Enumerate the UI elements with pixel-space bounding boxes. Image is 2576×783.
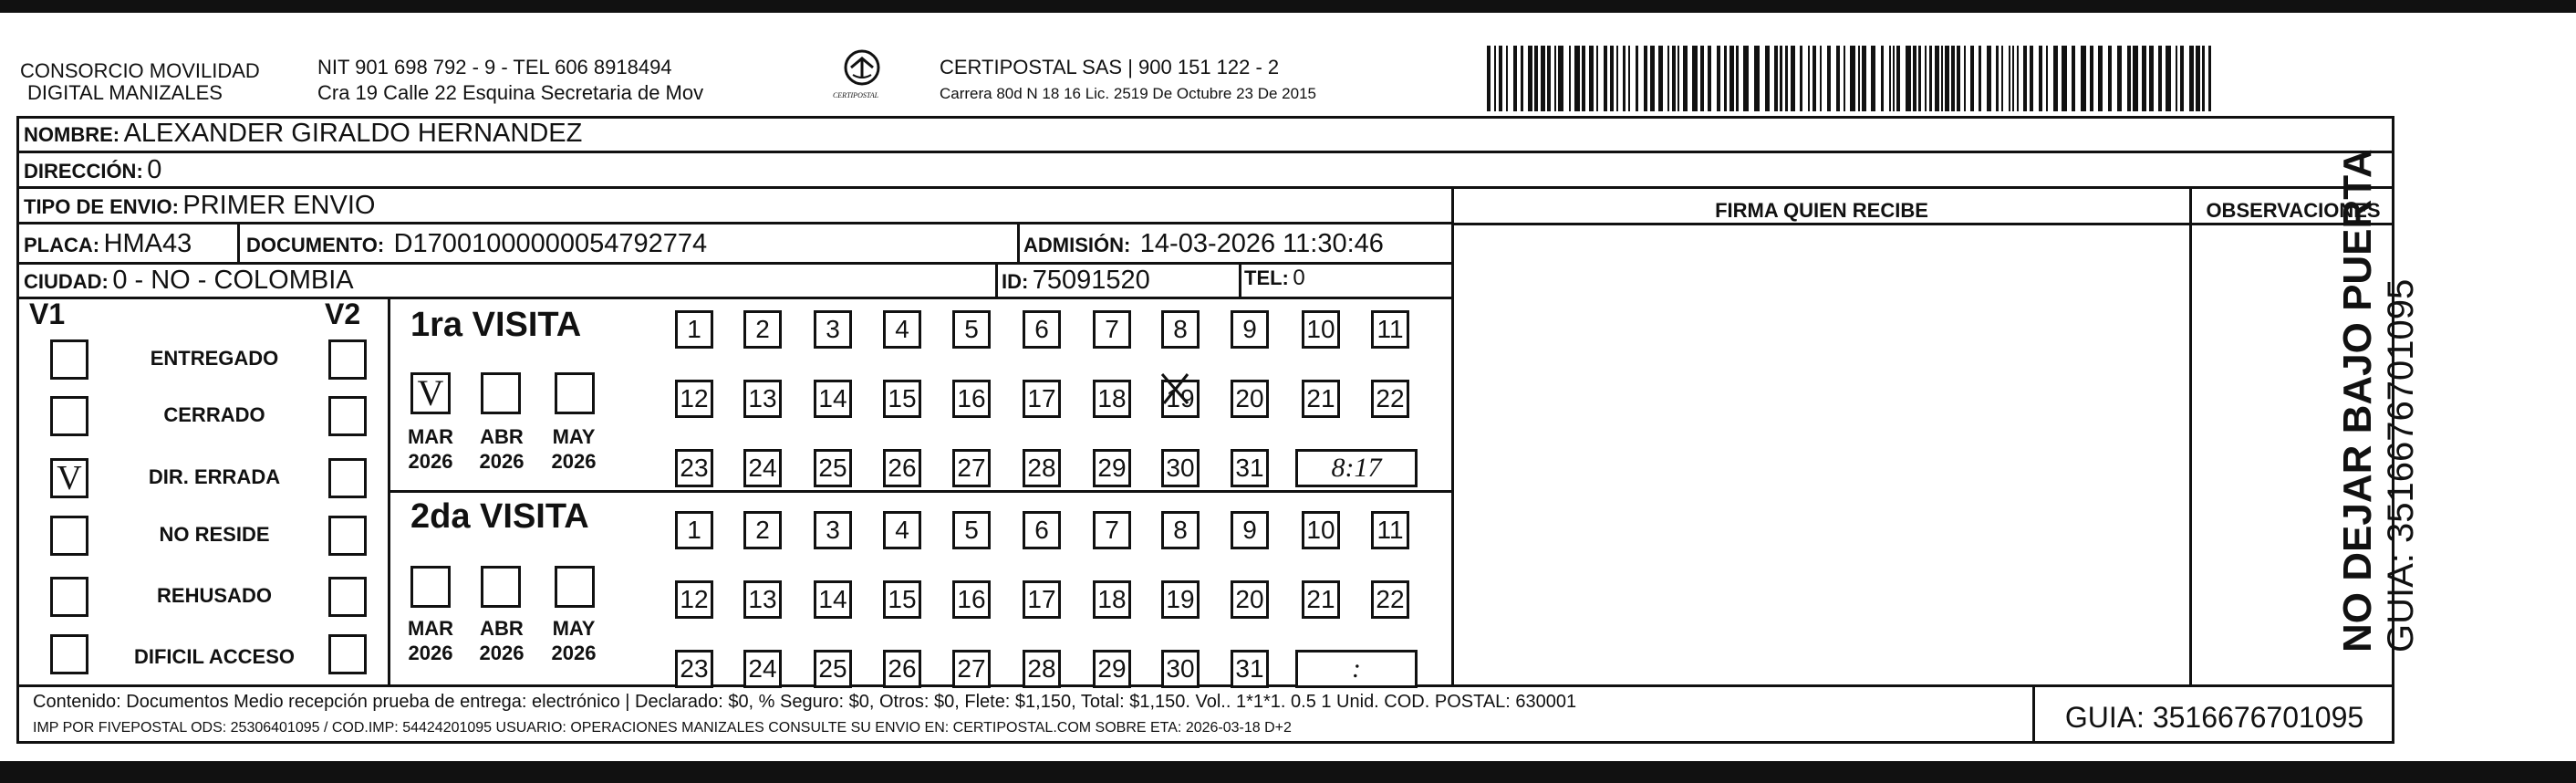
v2-checkbox[interactable]	[328, 634, 367, 674]
direccion-value: 0	[147, 155, 162, 184]
v2-checkbox[interactable]	[328, 396, 367, 436]
footer-imp: IMP POR FIVEPOSTAL ODS: 25306401095 / COD.IMP: 54424201095 USUARIO: OPERACIONES MANIZALES CONSULTE SU ENVIO EN: CERTIPOSTAL.COM SOBRE ETA: 2026-03-18 D+2	[33, 720, 1292, 736]
visit-2-month-may-label: MAY 2026	[551, 617, 597, 664]
company-name-line1: CONSORCIO MOVILIDAD	[20, 59, 260, 82]
visit-1-month-may-label: MAY 2026	[551, 425, 597, 473]
day-box[interactable]: 27	[952, 449, 991, 487]
ciudad-label: CIUDAD:	[24, 270, 109, 293]
day-box[interactable]: 8	[1161, 310, 1200, 349]
tipo-envio-value: PRIMER ENVIO	[182, 191, 376, 220]
day-box[interactable]: 1	[675, 511, 713, 549]
day-box[interactable]: 5	[952, 310, 991, 349]
footer-contenido: Contenido: Documentos Medio recepción prueba de entrega: electrónico | Declarado: $0, % Seguro: $0, Otros: $0, Flete: $1,150, Total: $1,150. Vol.. 1*1*1. 0.5 1 Unid. COD. POSTAL: 630001	[33, 692, 1577, 712]
tipo-envio-field	[24, 191, 375, 221]
company-name-line2: DIGITAL MANIZALES	[27, 81, 223, 104]
status-label-dificil-acceso: DIFICIL ACCESO	[133, 645, 295, 668]
row-divider	[16, 684, 2394, 687]
day-box[interactable]: 15	[883, 380, 921, 418]
ciudad-field	[24, 266, 354, 296]
v1-checkbox[interactable]	[50, 396, 88, 436]
visit-1-month-abr-checkbox[interactable]	[481, 372, 521, 414]
day-box[interactable]: 18	[1093, 580, 1131, 619]
day-box[interactable]: 14	[814, 380, 852, 418]
visit-2-time-field[interactable]: :	[1295, 650, 1418, 688]
row-divider	[16, 262, 1451, 265]
row-divider	[16, 151, 2394, 153]
id-value: 75091520	[1032, 266, 1150, 295]
day-box[interactable]: 22	[1371, 580, 1409, 619]
day-box[interactable]: 16	[952, 380, 991, 418]
status-label-cerrado: CERRADO	[163, 403, 265, 426]
top-border	[0, 0, 2576, 13]
column-divider	[1239, 264, 1241, 298]
tel-field	[1244, 266, 1305, 291]
visit-2-month-abr-checkbox[interactable]	[481, 566, 521, 608]
visit-1-title: 1ra VISITA	[410, 306, 582, 344]
company-address: Cra 19 Calle 22 Esquina Secretaria de Mov	[317, 81, 704, 104]
admision-label: ADMISIÓN:	[1023, 234, 1131, 256]
id-label: ID:	[1002, 270, 1029, 293]
status-label-dir-errada: DIR. ERRADA	[148, 465, 281, 488]
day-box[interactable]: 2	[743, 310, 782, 349]
day-box[interactable]: 24	[743, 449, 782, 487]
day-box[interactable]: 6	[1023, 310, 1061, 349]
day-box[interactable]: 10	[1302, 511, 1340, 549]
visit-1-month-mar-checkbox[interactable]: V	[410, 372, 451, 414]
bottom-border	[0, 761, 2576, 783]
day-box[interactable]: 11	[1371, 511, 1409, 549]
v1-label: V1	[29, 298, 66, 330]
status-label-entregado: ENTREGADO	[150, 347, 279, 370]
visit-2-month-mar-checkbox[interactable]	[410, 566, 451, 608]
day-box[interactable]: 12	[675, 580, 713, 619]
day-box[interactable]: 7	[1093, 511, 1131, 549]
v1-checkbox[interactable]	[50, 577, 88, 617]
day-box[interactable]: 2	[743, 511, 782, 549]
documento-field	[246, 229, 707, 259]
placa-field	[24, 229, 192, 259]
day-19-strike-mark	[1157, 369, 1193, 409]
documento-label: DOCUMENTO:	[246, 234, 385, 256]
status-label-rehusado: REHUSADO	[157, 584, 272, 607]
day-box[interactable]: 8	[1161, 511, 1200, 549]
day-box[interactable]: 30	[1161, 449, 1200, 487]
side-guia: GUIA: 3516676701095	[2381, 278, 2421, 652]
nombre-field	[24, 119, 582, 149]
row-divider	[16, 222, 1451, 224]
certipostal-logo-icon	[826, 47, 898, 110]
day-box[interactable]: 21	[1302, 580, 1340, 619]
visit-1-time-field[interactable]: 8:17	[1295, 449, 1418, 487]
day-box[interactable]: 14	[814, 580, 852, 619]
nombre-label: NOMBRE:	[24, 123, 120, 146]
nombre-value: ALEXANDER GIRALDO HERNANDEZ	[123, 119, 583, 148]
column-divider	[388, 298, 390, 685]
courier-address: Carrera 80d N 18 16 Lic. 2519 De Octubre 23 De 2015	[940, 85, 1316, 102]
day-box[interactable]: 25	[814, 449, 852, 487]
row-divider	[16, 186, 2394, 189]
visit-1-month-abr-label: ABR 2026	[479, 425, 525, 473]
day-box[interactable]: 31	[1231, 449, 1269, 487]
status-label-no-reside: NO RESIDE	[159, 523, 270, 546]
placa-value: HMA43	[103, 229, 192, 258]
day-box[interactable]: 4	[883, 511, 921, 549]
row-divider	[16, 297, 1451, 299]
day-box[interactable]: 28	[1023, 650, 1061, 688]
documento-value: D17001000000054792774	[393, 229, 708, 258]
day-box[interactable]: 1	[675, 310, 713, 349]
v2-checkbox[interactable]	[328, 458, 367, 498]
company-nit: NIT 901 698 792 - 9 - TEL 606 8918494	[317, 56, 672, 78]
direccion-label: DIRECCIÓN:	[24, 160, 143, 183]
day-box[interactable]: 20	[1231, 380, 1269, 418]
day-box[interactable]: 28	[1023, 449, 1061, 487]
v2-checkbox[interactable]	[328, 516, 367, 556]
day-box[interactable]: 13	[743, 380, 782, 418]
v1-checkbox[interactable]: V	[50, 458, 88, 498]
day-box[interactable]: 23	[675, 650, 713, 688]
visit-2-month-may-checkbox[interactable]	[555, 566, 595, 608]
day-box[interactable]: 6	[1023, 511, 1061, 549]
day-box[interactable]: 16	[952, 580, 991, 619]
day-box[interactable]: 9	[1231, 310, 1269, 349]
day-box[interactable]: 23	[675, 449, 713, 487]
row-divider	[1451, 223, 2394, 225]
day-box[interactable]: 11	[1371, 310, 1409, 349]
day-box[interactable]: 17	[1023, 580, 1061, 619]
day-box[interactable]: 19	[1161, 580, 1200, 619]
barcode-icon	[1487, 46, 2217, 111]
day-box[interactable]: 10	[1302, 310, 1340, 349]
column-divider	[1451, 187, 1454, 685]
day-box[interactable]: 20	[1231, 580, 1269, 619]
ciudad-value: 0 - NO - COLOMBIA	[112, 266, 354, 295]
day-box[interactable]: 18	[1093, 380, 1131, 418]
visit-1-month-mar-label: MAR 2026	[407, 425, 454, 473]
v1-checkbox[interactable]	[50, 516, 88, 556]
day-box[interactable]: 25	[814, 650, 852, 688]
direccion-field	[24, 155, 161, 185]
day-box[interactable]: 4	[883, 310, 921, 349]
column-divider	[995, 264, 998, 298]
day-box[interactable]: 17	[1023, 380, 1061, 418]
day-box[interactable]: 3	[814, 511, 852, 549]
day-box[interactable]: 15	[883, 580, 921, 619]
id-field	[1002, 266, 1150, 296]
v1-checkbox[interactable]	[50, 634, 88, 674]
logo-caption: CERTIPOSTAL	[832, 91, 879, 99]
day-box[interactable]: 3	[814, 310, 852, 349]
day-box[interactable]: 27	[952, 650, 991, 688]
day-box[interactable]: 29	[1093, 449, 1131, 487]
day-box[interactable]: 5	[952, 511, 991, 549]
v1-checkbox[interactable]	[50, 339, 88, 380]
v2-checkbox[interactable]	[328, 339, 367, 380]
placa-label: PLACA:	[24, 234, 100, 256]
tipo-envio-label: TIPO DE ENVIO:	[24, 195, 179, 218]
day-box[interactable]: 7	[1093, 310, 1131, 349]
firma-heading: FIRMA QUIEN RECIBE	[1715, 199, 1928, 222]
column-divider	[2189, 187, 2192, 685]
footer-guia: GUIA: 3516676701095	[2032, 692, 2394, 744]
day-box[interactable]: 26	[883, 650, 921, 688]
day-box[interactable]: 21	[1302, 380, 1340, 418]
courier-name: CERTIPOSTAL SAS | 900 151 122 - 2	[940, 56, 1280, 78]
day-box[interactable]: 30	[1161, 650, 1200, 688]
v2-checkbox[interactable]	[328, 577, 367, 617]
visit-2-month-abr-label: ABR 2026	[479, 617, 525, 664]
day-box[interactable]: 31	[1231, 650, 1269, 688]
visit-1-month-may-checkbox[interactable]	[555, 372, 595, 414]
day-box[interactable]: 22	[1371, 380, 1409, 418]
side-warning: NO DEJAR BAJO PUERTA	[2335, 149, 2380, 652]
observaciones-heading: OBSERVACIONES	[2206, 199, 2381, 222]
day-box[interactable]: 29	[1093, 650, 1131, 688]
admision-field	[1023, 229, 1384, 259]
tel-value: 0	[1293, 266, 1305, 290]
column-divider	[1017, 224, 1020, 264]
day-box[interactable]: 24	[743, 650, 782, 688]
admision-value: 14-03-2026 11:30:46	[1139, 229, 1384, 258]
day-box[interactable]: 19	[1161, 380, 1200, 418]
column-divider	[237, 224, 240, 264]
v2-label: V2	[325, 298, 361, 330]
visit-2-month-mar-label: MAR 2026	[407, 617, 454, 664]
row-divider	[388, 490, 1451, 493]
day-box[interactable]: 26	[883, 449, 921, 487]
day-box[interactable]: 9	[1231, 511, 1269, 549]
day-box[interactable]: 12	[675, 380, 713, 418]
tel-label: TEL:	[1244, 266, 1289, 289]
day-box[interactable]: 13	[743, 580, 782, 619]
side-text	[2335, 149, 2422, 652]
visit-2-title: 2da VISITA	[410, 497, 589, 536]
